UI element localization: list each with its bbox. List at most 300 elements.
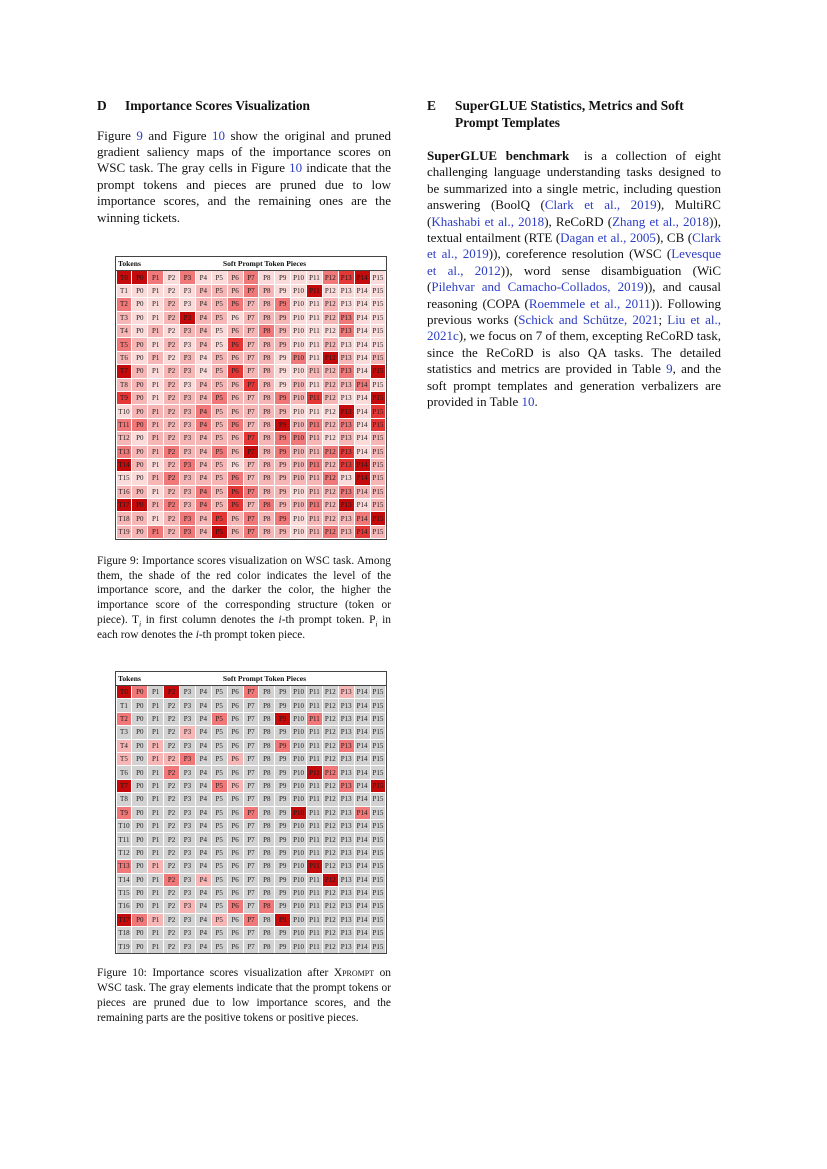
heatmap-cell: P3 <box>180 900 195 912</box>
heatmap-cell: P1 <box>148 285 163 297</box>
heatmap-cell: P0 <box>132 379 147 391</box>
heatmap-cell: P1 <box>148 793 163 805</box>
heatmap-cell: P11 <box>307 446 322 458</box>
heatmap-cell: P1 <box>148 512 163 524</box>
heatmap-cell: P7 <box>244 392 259 404</box>
heatmap-cell: P0 <box>132 900 147 912</box>
heatmap-cell: P8 <box>259 352 274 364</box>
heatmap-cell: P14 <box>355 352 370 364</box>
heatmap-cell: P3 <box>180 753 195 765</box>
heatmap-cell: P8 <box>259 312 274 324</box>
heatmap-cell: P10 <box>291 419 306 431</box>
heatmap-cell: P10 <box>291 338 306 350</box>
heatmap-cell: P9 <box>275 833 290 845</box>
heatmap-cell: P1 <box>148 726 163 738</box>
heatmap-cell: P9 <box>275 780 290 792</box>
heatmap-cell: P10 <box>291 860 306 872</box>
heatmap-cell: P0 <box>132 405 147 417</box>
heatmap-cell: P1 <box>148 472 163 484</box>
token-label: T9 <box>117 807 132 819</box>
heatmap-cell: P15 <box>371 793 386 805</box>
heatmap-cell: P15 <box>371 365 386 377</box>
heatmap-cell: P0 <box>132 887 147 899</box>
heatmap-cell: P14 <box>355 432 370 444</box>
text-segment: i <box>375 619 378 629</box>
heatmap-cell: P3 <box>180 365 195 377</box>
token-label: T17 <box>117 499 132 511</box>
heatmap-cell: P10 <box>291 499 306 511</box>
heatmap-cell: P5 <box>212 927 227 939</box>
heatmap-cell: P6 <box>228 512 243 524</box>
heatmap-cell: P6 <box>228 900 243 912</box>
heatmap-cell: P6 <box>228 874 243 886</box>
heatmap-cell: P15 <box>371 807 386 819</box>
heatmap-cell: P6 <box>228 914 243 926</box>
citation-link[interactable]: Clark et al., 2019 <box>427 230 721 262</box>
heatmap-cell: P2 <box>164 887 179 899</box>
token-label: T1 <box>117 285 132 297</box>
heatmap-cell: P11 <box>307 312 322 324</box>
heatmap-cell: P1 <box>148 312 163 324</box>
heatmap-cell: P1 <box>148 338 163 350</box>
heatmap-cell: P8 <box>259 887 274 899</box>
heatmap-cell: P7 <box>244 766 259 778</box>
heatmap-cell: P1 <box>148 860 163 872</box>
heatmap-cell: P5 <box>212 365 227 377</box>
heatmap-cell: P11 <box>307 686 322 698</box>
heatmap-cell: P8 <box>259 379 274 391</box>
heatmap-cell: P9 <box>275 887 290 899</box>
heatmap-cell: P8 <box>259 740 274 752</box>
heatmap-cell: P13 <box>339 914 354 926</box>
heatmap-row <box>116 873 386 886</box>
heatmap-cell: P0 <box>132 766 147 778</box>
heatmap-cell: P14 <box>355 312 370 324</box>
section-e-title: SuperGLUE Statistics, Metrics and Soft Prompt Templates <box>455 98 684 130</box>
heatmap-cell: P9 <box>275 446 290 458</box>
heatmap-cell: P7 <box>244 914 259 926</box>
heatmap-cell: P10 <box>291 900 306 912</box>
heatmap-cell: P5 <box>212 325 227 337</box>
heatmap-row <box>116 860 386 873</box>
citation-link[interactable]: Liu et al., 2021c <box>427 312 721 344</box>
heatmap-cell: P8 <box>259 459 274 471</box>
heatmap-cell: P7 <box>244 472 259 484</box>
heatmap-cell: P14 <box>355 726 370 738</box>
heatmap-cell: P13 <box>339 271 354 283</box>
text-segment: indicate that the prompt tokens and pieces are pruned due to low importance scores, and the remaining ones are the winning tickets. <box>97 160 391 225</box>
heatmap-cell: P0 <box>132 312 147 324</box>
heatmap-cell: P11 <box>307 847 322 859</box>
heatmap-cell: P4 <box>196 686 211 698</box>
heatmap-cell: P7 <box>244 807 259 819</box>
heatmap-cell: P11 <box>307 499 322 511</box>
heatmap-cell: P5 <box>212 860 227 872</box>
heatmap-cell: P8 <box>259 847 274 859</box>
citation-link[interactable]: 10 <box>289 160 303 176</box>
heatmap-cell: P5 <box>212 459 227 471</box>
heatmap-cell: P5 <box>212 820 227 832</box>
heatmap-cell: P14 <box>355 887 370 899</box>
heatmap-cell: P15 <box>371 486 386 498</box>
heatmap-cell: P10 <box>291 887 306 899</box>
text-segment: show the original and pruned gradient saliency maps of the importance scores on WSC task. The gray cells in Figure <box>97 127 391 176</box>
heatmap-cell: P5 <box>212 472 227 484</box>
heatmap-cell: P0 <box>132 499 147 511</box>
heatmap-cell: P13 <box>339 740 354 752</box>
heatmap-cell: P7 <box>244 271 259 283</box>
heatmap-cell: P5 <box>212 285 227 297</box>
heatmap-cell: P13 <box>339 887 354 899</box>
citation-link[interactable]: Schick and Schütze, 2021 <box>518 312 659 328</box>
heatmap-cell: P2 <box>164 740 179 752</box>
heatmap-row <box>116 311 386 324</box>
heatmap-cell: P14 <box>355 766 370 778</box>
heatmap-cell: P5 <box>212 499 227 511</box>
token-label: T14 <box>117 874 132 886</box>
heatmap-cell: P5 <box>212 352 227 364</box>
heatmap-row <box>116 900 386 913</box>
token-label: T2 <box>117 713 132 725</box>
heatmap-cell: P5 <box>212 874 227 886</box>
heatmap-cell: P7 <box>244 833 259 845</box>
heatmap-cell: P2 <box>164 713 179 725</box>
heatmap-cell: P1 <box>148 379 163 391</box>
heatmap-cell: P13 <box>339 285 354 297</box>
heatmap-cell: P8 <box>259 432 274 444</box>
heatmap-cell: P14 <box>355 914 370 926</box>
heatmap-cell: P4 <box>196 325 211 337</box>
heatmap-cell: P0 <box>132 365 147 377</box>
heatmap-cell: P2 <box>164 512 179 524</box>
heatmap-cell: P4 <box>196 927 211 939</box>
text-segment: ), we focus on 7 of them, excepting ReCoRD task, since the ReCoRD is also QA tasks. The detailed statistics and metrics are provided in Table <box>427 328 721 377</box>
heatmap-cell: P4 <box>196 940 211 952</box>
heatmap-cell: P6 <box>228 713 243 725</box>
citation-link[interactable]: Khashabi et al., 2018 <box>431 213 545 229</box>
heatmap-cell: P13 <box>339 325 354 337</box>
heatmap-cell: P8 <box>259 285 274 297</box>
heatmap-cell: P12 <box>323 887 338 899</box>
citation-link[interactable]: Clark et al., 2019 <box>544 197 657 213</box>
heatmap-cell: P12 <box>323 686 338 698</box>
heatmap-cell: P14 <box>355 807 370 819</box>
heatmap-cell: P7 <box>244 780 259 792</box>
heatmap-cell: P13 <box>339 780 354 792</box>
heatmap-cell: P4 <box>196 900 211 912</box>
citation-link[interactable]: Zhang et al., 2018 <box>612 213 710 229</box>
heatmap-cell: P4 <box>196 486 211 498</box>
heatmap-cell: P12 <box>323 352 338 364</box>
text-segment: )), textual entailment (RTE ( <box>427 213 721 246</box>
heatmap-cell: P7 <box>244 512 259 524</box>
heatmap-cell: P10 <box>291 298 306 310</box>
heatmap-cell: P3 <box>180 699 195 711</box>
heatmap-cell: P5 <box>212 419 227 431</box>
heatmap-cell: P9 <box>275 499 290 511</box>
heatmap-cell: P10 <box>291 940 306 952</box>
heatmap-cell: P3 <box>180 914 195 926</box>
heatmap-cell: P11 <box>307 833 322 845</box>
heatmap-cell: P9 <box>275 271 290 283</box>
heatmap-cell: P12 <box>323 927 338 939</box>
heatmap-cell: P6 <box>228 726 243 738</box>
token-label: T5 <box>117 753 132 765</box>
heatmap-cell: P3 <box>180 298 195 310</box>
citation-link[interactable]: Levesque et al., 2012 <box>427 246 721 278</box>
heatmap-cell: P10 <box>291 512 306 524</box>
heatmap-cell: P2 <box>164 900 179 912</box>
heatmap-cell: P9 <box>275 860 290 872</box>
heatmap-cell: P1 <box>148 298 163 310</box>
heatmap-cell: P14 <box>355 338 370 350</box>
heatmap-cell: P2 <box>164 780 179 792</box>
heatmap-cell: P14 <box>355 940 370 952</box>
heatmap-cell: P13 <box>339 446 354 458</box>
heatmap-cell: P9 <box>275 472 290 484</box>
heatmap-cell: P12 <box>323 820 338 832</box>
heatmap-cell: P3 <box>180 312 195 324</box>
section-e-paragraph <box>427 148 721 411</box>
citation-link[interactable]: Roemmele et al., 2011 <box>528 295 651 311</box>
heatmap-cell: P12 <box>323 526 338 538</box>
heatmap-row <box>116 418 386 431</box>
heatmap-row <box>116 686 386 699</box>
heatmap-cell: P8 <box>259 486 274 498</box>
citation-link[interactable]: 10 <box>212 127 226 143</box>
heatmap-cell: P3 <box>180 686 195 698</box>
heatmap-cell: P0 <box>132 713 147 725</box>
heatmap-cell: P15 <box>371 499 386 511</box>
heatmap-cell: P3 <box>180 874 195 886</box>
heatmap-cell: P13 <box>339 486 354 498</box>
heatmap-cell: P11 <box>307 753 322 765</box>
heatmap-row <box>116 485 386 498</box>
heatmap-cell: P2 <box>164 726 179 738</box>
heatmap-cell: P6 <box>228 392 243 404</box>
heatmap-row <box>116 351 386 364</box>
heatmap-header-tokens: Tokens <box>118 258 141 268</box>
heatmap-row <box>116 793 386 806</box>
heatmap-cell: P1 <box>148 526 163 538</box>
heatmap-cell: P7 <box>244 793 259 805</box>
heatmap-cell: P10 <box>291 271 306 283</box>
heatmap-cell: P14 <box>355 713 370 725</box>
heatmap-cell: P11 <box>307 726 322 738</box>
heatmap-cell: P2 <box>164 405 179 417</box>
heatmap-cell: P11 <box>307 405 322 417</box>
right-column <box>427 98 721 411</box>
heatmap-row <box>116 338 386 351</box>
heatmap-cell: P6 <box>228 271 243 283</box>
heatmap-cell: P0 <box>132 807 147 819</box>
heatmap-cell: P3 <box>180 392 195 404</box>
citation-link[interactable]: 9 <box>136 127 143 143</box>
heatmap-cell: P15 <box>371 271 386 283</box>
heatmap-row <box>116 298 386 311</box>
heatmap-cell: P1 <box>148 459 163 471</box>
text-segment: ; <box>658 312 668 328</box>
heatmap-cell: P9 <box>275 874 290 886</box>
heatmap-cell: P7 <box>244 432 259 444</box>
heatmap-cell: P5 <box>212 312 227 324</box>
heatmap-cell: P0 <box>132 874 147 886</box>
token-label: T5 <box>117 338 132 350</box>
heatmap-cell: P15 <box>371 940 386 952</box>
heatmap-cell: P11 <box>307 512 322 524</box>
heatmap-cell: P8 <box>259 914 274 926</box>
heatmap-cell: P3 <box>180 833 195 845</box>
heatmap-cell: P4 <box>196 860 211 872</box>
heatmap-cell: P3 <box>180 780 195 792</box>
heatmap-cell: P1 <box>148 432 163 444</box>
heatmap-cell: P3 <box>180 512 195 524</box>
citation-link[interactable]: 10 <box>521 394 535 410</box>
heatmap-cell: P12 <box>323 312 338 324</box>
heatmap-cell: P7 <box>244 699 259 711</box>
heatmap-cell: P8 <box>259 512 274 524</box>
heatmap-cell: P4 <box>196 298 211 310</box>
heatmap-cell: P11 <box>307 820 322 832</box>
heatmap-cell: P0 <box>132 833 147 845</box>
heatmap-cell: P1 <box>148 847 163 859</box>
token-label: T13 <box>117 860 132 872</box>
heatmap-cell: P9 <box>275 900 290 912</box>
heatmap-cell: P0 <box>132 352 147 364</box>
heatmap-row <box>116 779 386 792</box>
heatmap-cell: P9 <box>275 419 290 431</box>
heatmap-row <box>116 739 386 752</box>
heatmap-cell: P9 <box>275 338 290 350</box>
heatmap-cell: P4 <box>196 874 211 886</box>
heatmap-cell: P0 <box>132 446 147 458</box>
heatmap-cell: P15 <box>371 459 386 471</box>
heatmap-cell: P4 <box>196 405 211 417</box>
heatmap-cell: P10 <box>291 405 306 417</box>
heatmap-cell: P5 <box>212 526 227 538</box>
heatmap-cell: P5 <box>212 726 227 738</box>
heatmap-cell: P2 <box>164 338 179 350</box>
heatmap-cell: P10 <box>291 285 306 297</box>
citation-link[interactable]: Pilehvar and Camacho-Collados, 2019 <box>431 279 644 295</box>
heatmap-row <box>116 726 386 739</box>
heatmap-cell: P6 <box>228 419 243 431</box>
heatmap-cell: P8 <box>259 686 274 698</box>
heatmap-cell: P11 <box>307 766 322 778</box>
heatmap-cell: P10 <box>291 526 306 538</box>
text-segment: Figure <box>97 127 137 143</box>
token-label: T18 <box>117 512 132 524</box>
heatmap-cell: P9 <box>275 940 290 952</box>
heatmap-cell: P2 <box>164 446 179 458</box>
token-label: T6 <box>117 766 132 778</box>
citation-link[interactable]: Dagan et al., 2005 <box>560 230 656 246</box>
heatmap-cell: P10 <box>291 833 306 845</box>
heatmap-cell: P11 <box>307 285 322 297</box>
heatmap-cell: P4 <box>196 780 211 792</box>
heatmap-cell: P15 <box>371 419 386 431</box>
heatmap-cell: P5 <box>212 833 227 845</box>
heatmap-cell: P8 <box>259 499 274 511</box>
heatmap-cell: P15 <box>371 312 386 324</box>
heatmap-cell: P4 <box>196 914 211 926</box>
heatmap-cell: P15 <box>371 766 386 778</box>
text-segment: )), coreference resolution (WSC ( <box>488 246 672 262</box>
token-label: T17 <box>117 914 132 926</box>
heatmap-cell: P10 <box>291 312 306 324</box>
heatmap-cell: P0 <box>132 699 147 711</box>
heatmap-cell: P0 <box>132 459 147 471</box>
heatmap-cell: P3 <box>180 285 195 297</box>
heatmap-cell: P6 <box>228 459 243 471</box>
heatmap-cell: P2 <box>164 940 179 952</box>
heatmap-cell: P9 <box>275 365 290 377</box>
heatmap-cell: P3 <box>180 472 195 484</box>
token-label: T14 <box>117 459 132 471</box>
heatmap-cell: P3 <box>180 793 195 805</box>
heatmap-cell: P8 <box>259 807 274 819</box>
token-label: T7 <box>117 365 132 377</box>
heatmap-cell: P10 <box>291 392 306 404</box>
heatmap-cell: P11 <box>307 526 322 538</box>
heatmap-cell: P2 <box>164 793 179 805</box>
heatmap-cell: P14 <box>355 874 370 886</box>
heatmap-row <box>116 445 386 458</box>
heatmap-cell: P11 <box>307 860 322 872</box>
heatmap-cell: P8 <box>259 271 274 283</box>
token-label: T1 <box>117 699 132 711</box>
left-column <box>97 98 391 1026</box>
text-segment: i <box>195 628 199 641</box>
heatmap-cell: P9 <box>275 820 290 832</box>
heatmap-cell: P14 <box>355 499 370 511</box>
heatmap-cell: P15 <box>371 285 386 297</box>
text-segment: prompt <box>342 967 375 980</box>
heatmap-cell: P9 <box>275 379 290 391</box>
section-d-heading <box>97 98 391 115</box>
heatmap-cell: P11 <box>307 392 322 404</box>
token-label: T12 <box>117 432 132 444</box>
figure9-heatmap <box>115 256 387 540</box>
heatmap-cell: P9 <box>275 753 290 765</box>
citation-link[interactable]: 9 <box>666 361 673 377</box>
heatmap-cell: P3 <box>180 432 195 444</box>
heatmap-cell: P2 <box>164 753 179 765</box>
heatmap-cell: P10 <box>291 352 306 364</box>
heatmap-cell: P11 <box>307 472 322 484</box>
heatmap-cell: P11 <box>307 325 322 337</box>
heatmap-cell: P15 <box>371 860 386 872</box>
heatmap-cell: P6 <box>228 780 243 792</box>
heatmap-cell: P14 <box>355 740 370 752</box>
section-e-letter: E <box>427 98 436 113</box>
heatmap-cell: P5 <box>212 914 227 926</box>
heatmap-cell: P2 <box>164 312 179 324</box>
heatmap-cell: P2 <box>164 526 179 538</box>
heatmap-cell: P4 <box>196 526 211 538</box>
heatmap-cell: P12 <box>323 432 338 444</box>
heatmap-cell: P2 <box>164 927 179 939</box>
heatmap-row <box>116 284 386 297</box>
heatmap-cell: P12 <box>323 914 338 926</box>
token-label: T19 <box>117 940 132 952</box>
heatmap-cell: P6 <box>228 940 243 952</box>
heatmap-cell: P1 <box>148 766 163 778</box>
heatmap-cell: P9 <box>275 686 290 698</box>
heatmap-cell: P8 <box>259 726 274 738</box>
heatmap-row <box>116 886 386 899</box>
token-label: T0 <box>117 271 132 283</box>
